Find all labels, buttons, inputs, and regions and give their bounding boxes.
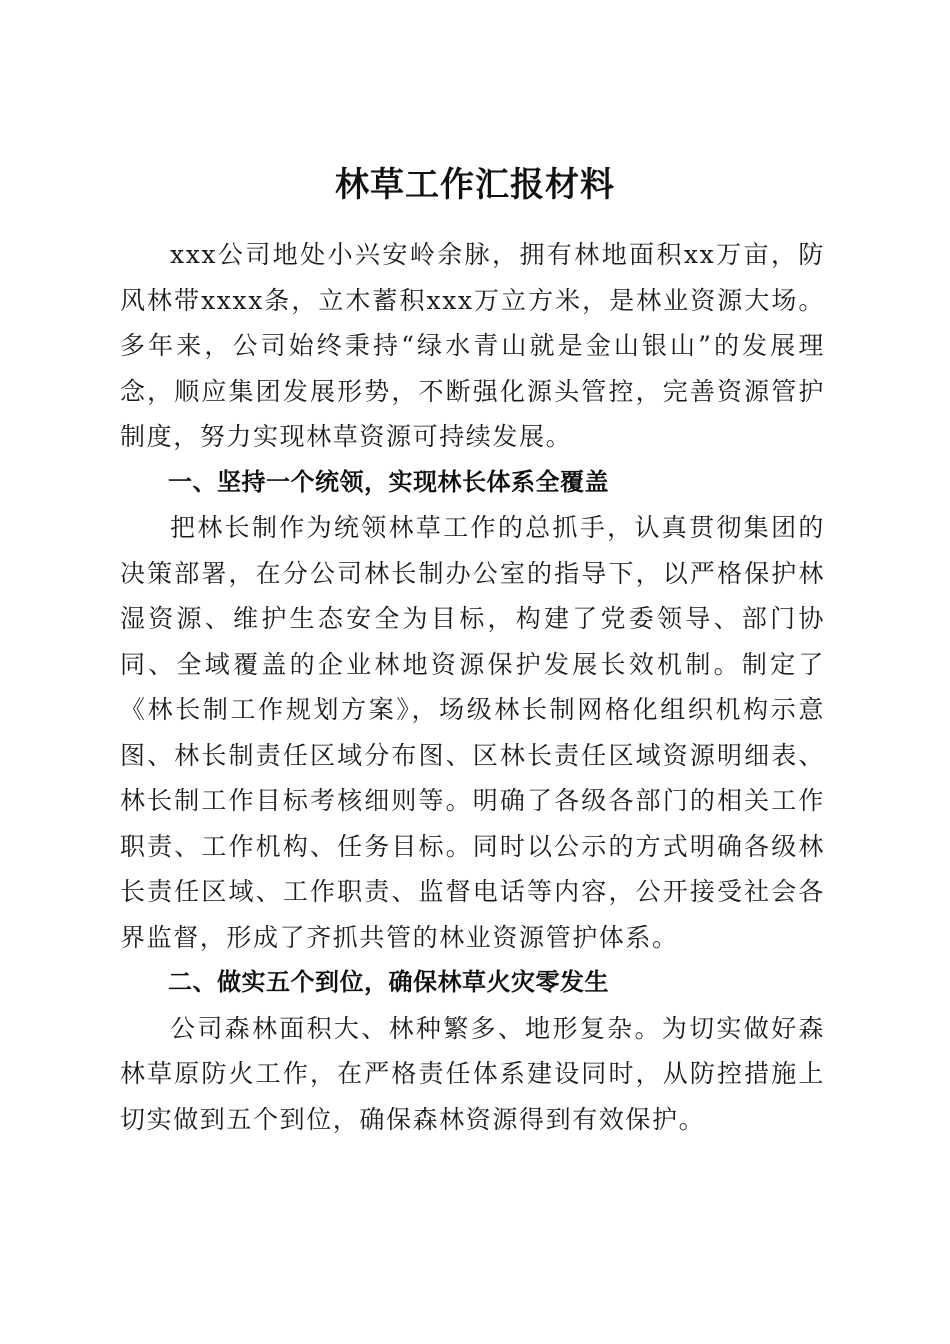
section-2-heading: 二、做实五个到位，确保林草火灾零发生 — [168, 968, 609, 996]
document-title: 林草工作汇报材料 — [335, 164, 615, 205]
section-1-paragraph: 把林长制作为统领林草工作的总抓手，认真贯彻集团的决策部署，在分公司林长制办公室的指导下，以严格保护林湿资源、维护生态安全为目标，构建了党委领导、部门协同、全域覆盖的企业林地资源保护发展长效机制。制定了《林长制工作规划方案》，场级林长制网格化组织机构示意图、林长制责任区域分布图、区林长责任区域资源明细表、林长制工作目标考核细则等。明确了各级各部门的相关工作职责、工作机构、任务目标。同时以公示的方式明确各级林长责任区域、工作职责、监督电话等内容，公开接受社会各界监督，形成了齐抓共管的林业资源管护体系。 — [120, 513, 825, 952]
intro-paragraph: xxx公司地处小兴安岭余脉，拥有林地面积xx万亩，防风林带xxxx条，立木蓄积xxx万立方米，是林业资源大场。多年来，公司始终秉持“绿水青山就是金山银山”的发展理念，顺应集团发展形势，不断强化源头管控，完善资源管护制度，努力实现林草资源可持续发展。 — [120, 240, 825, 451]
document-body — [120, 232, 825, 1142]
section-2-paragraph: 公司森林面积大、林种繁多、地形复杂。为切实做好森林草原防火工作，在严格责任体系建设同时，从防控措施上切实做到五个到位，确保森林资源得到有效保护。 — [120, 1013, 825, 1134]
section-1-heading: 一、坚持一个统领，实现林长体系全覆盖 — [168, 467, 609, 496]
